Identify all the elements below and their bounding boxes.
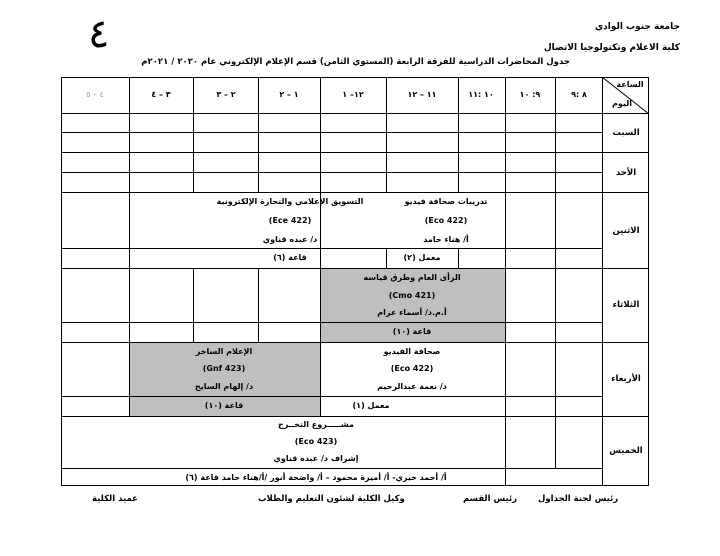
day-thursday: الخميس <box>609 446 643 456</box>
frame-left <box>61 77 62 486</box>
time-slot: ٨ :٩ <box>571 90 587 99</box>
col-line <box>555 416 556 468</box>
row-line <box>61 113 649 114</box>
row-line <box>61 416 649 417</box>
signature-vice-dean: وكيل الكلية لشئون التعليم والطلاب <box>258 494 405 504</box>
thursday-project-title: مشـــــروع التخــرج <box>278 420 354 429</box>
subrow-line <box>61 396 602 397</box>
day-sunday: الأحد <box>615 168 637 178</box>
wednesday-video-room: معمل (١) <box>352 401 390 410</box>
subrow-line <box>61 248 602 249</box>
monday-video-code: (Eco 422) <box>424 216 468 225</box>
monday-marketing-title: التسويق الإعلامي والتجارة الإلكترونية <box>216 197 364 206</box>
tuesday-opinion-code: (Cmo 421) <box>388 291 436 300</box>
monday-video-title: تدريبات صحافة فيديو <box>404 197 488 206</box>
tuesday-opinion-instructor: أ.م.د/ أسماء عزام <box>377 308 447 317</box>
time-slot: ١ – ٢ <box>279 90 299 99</box>
row-line <box>61 192 649 193</box>
time-slot: ١٠ :١١ <box>468 90 494 99</box>
monday-video-instructor: أ/ هناء حامد <box>423 235 469 244</box>
signature-dept-head: رئيس القسم <box>463 494 518 504</box>
monday-marketing-code: (Ece 422) <box>268 216 312 225</box>
row-line <box>61 268 649 269</box>
schedule-title: جدول المحاضرات الدراسية للفرقة الرابعة (المستوي الثامن) قسم الإعلام الإلكتروني عام ٢٠٢٠ / ٢٠٢١م <box>141 57 570 67</box>
thursday-project-code: (Eco 423) <box>294 437 338 446</box>
wednesday-satire-instructor: د/ إلهام السايح <box>194 382 254 391</box>
monday-video-room: معمل (٢) <box>403 253 441 262</box>
day-saturday: السبت <box>612 128 640 138</box>
frame-bottom <box>61 485 649 486</box>
row-line <box>61 342 649 343</box>
university-name: جامعة جنوب الوادي <box>594 22 680 32</box>
monday-marketing-room: قاعة (٦) <box>273 253 307 262</box>
col-line <box>458 77 459 193</box>
tuesday-opinion-title: الرأى العام وطرق قياسه <box>363 273 461 282</box>
wednesday-video-code: (Eco 422) <box>390 364 434 373</box>
time-slot: ٩: ١٠ <box>519 90 541 99</box>
subrow-line <box>61 468 602 469</box>
signature-dean: عميد الكلية <box>92 494 138 504</box>
col-line <box>258 77 259 193</box>
time-slot: ١١ – ١٢ <box>407 90 437 99</box>
corner-time-label: الساعة <box>616 80 644 89</box>
wednesday-satire-room: قاعة (١٠) <box>204 401 244 410</box>
subrow-line <box>61 172 602 173</box>
wednesday-satire-title: الإعلام الساخر <box>195 347 253 356</box>
day-tuesday: الثلاثاء <box>612 300 640 310</box>
wednesday-video-instructor: د/ نعمة عبدالرحيم <box>377 382 447 391</box>
col-line <box>505 77 506 486</box>
col-line <box>458 248 459 269</box>
wednesday-satire-code: (Gnf 423) <box>202 364 246 373</box>
monday-marketing-instructor: د/ عبده قناوي <box>262 235 318 244</box>
subrow-line <box>61 322 602 323</box>
thursday-project-assistants: أ/ أحمد خيري- أ/ أميرة محمود – أ/ واضحة أنور /أ/هناء حامد قاعة (٦) <box>185 473 447 482</box>
col-line <box>555 77 556 416</box>
day-monday: الاثنين <box>612 226 640 236</box>
col-line <box>258 268 259 342</box>
day-wednesday: الأربعاء <box>611 374 641 384</box>
thursday-project-supervisor: إشراف د/ عبده قناوي <box>273 454 359 463</box>
col-line <box>129 77 130 417</box>
frame-top <box>61 77 649 78</box>
time-slot: ٣ – ٤ <box>151 90 171 99</box>
col-line <box>386 77 387 193</box>
col-line <box>320 77 321 417</box>
faculty-name: كلية الاعلام وتكنولوجيا الاتصال <box>543 43 680 53</box>
subrow-line <box>61 132 602 133</box>
tuesday-opinion-room: قاعة (١٠) <box>392 327 432 336</box>
signature-committee-head: رئيس لجنة الجداول <box>538 494 619 504</box>
row-line <box>61 152 649 153</box>
day-col-line <box>602 77 603 486</box>
corner-day-label: اليوم <box>612 99 632 108</box>
col-line <box>386 248 387 269</box>
frame-right <box>648 77 649 486</box>
page-number: ٤ <box>88 11 110 57</box>
wednesday-video-title: صحافة الفيديو <box>383 347 441 356</box>
time-slot: ٢ – ٣ <box>216 90 236 99</box>
time-slot: ١٢– ١ <box>342 90 364 99</box>
col-line <box>193 268 194 342</box>
time-slot: ٤ – ٥ <box>86 90 104 99</box>
col-line <box>193 77 194 193</box>
